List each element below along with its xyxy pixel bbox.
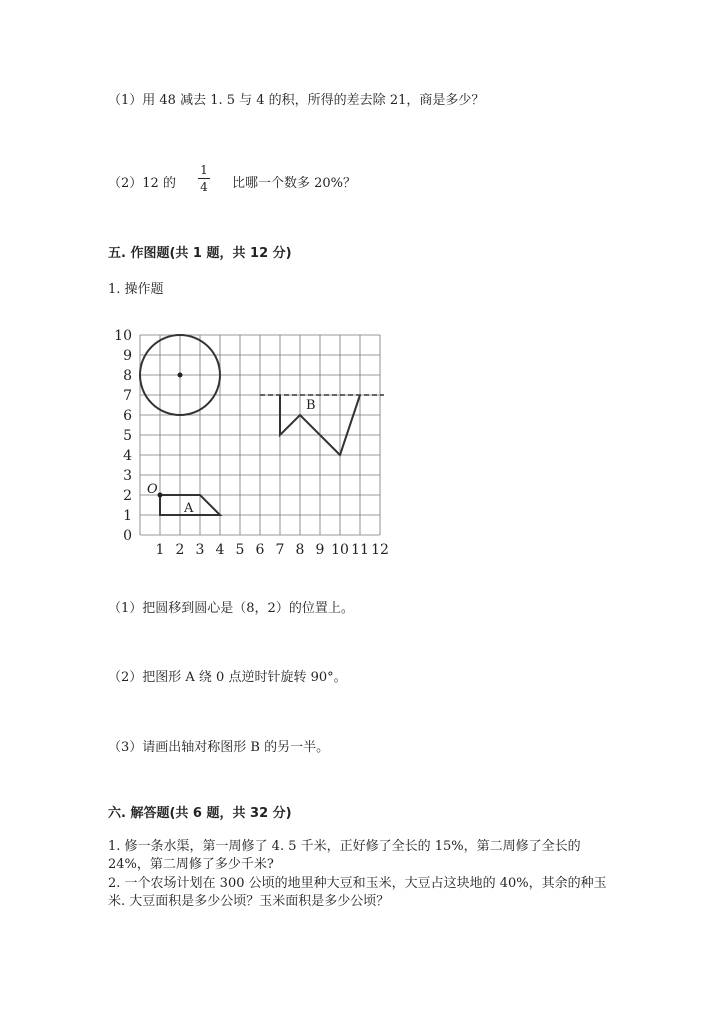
x-tick-label: 12	[371, 542, 389, 558]
y-tick-label: 2	[123, 488, 132, 504]
task-2: （2）把图形 A 绕 0 点逆时针旋转 90°。	[108, 670, 347, 685]
y-tick-labels	[114, 328, 132, 544]
fraction-one-quarter	[196, 163, 212, 194]
problem-1: 1. 修一条水渠，第一周修了 4. 5 千米，正好修了全长的 15%，第二周修了全长的 24%，第二周修了多少千米?	[108, 839, 581, 872]
x-tick-label: 7	[275, 542, 285, 558]
question-2-suffix: 比哪一个数多 20%？	[232, 176, 357, 191]
shape-b-label: B	[306, 398, 316, 413]
y-tick-label: 5	[123, 428, 132, 444]
question-1: （1）用 48 减去 1. 5 与 4 的积，所得的差去除 21，商是多少？	[108, 93, 485, 108]
circle-center-dot	[178, 373, 183, 378]
problem-2: 2. 一个农场计划在 300 公顷的地里种大豆和玉米，大豆占这块地的 40%，其余的种玉米. 大豆面积是多少公顷？玉米面积是多少公顷？	[108, 876, 607, 909]
y-tick-label: 8	[123, 368, 132, 384]
y-tick-label: 1	[123, 508, 132, 524]
x-tick-label: 1	[155, 542, 165, 558]
section-6-heading: 六. 解答题(共 6 题，共 32 分)	[108, 806, 292, 821]
x-tick-label: 6	[255, 542, 265, 558]
x-tick-label: 8	[295, 542, 305, 558]
x-tick-label: 9	[315, 542, 325, 558]
section-5-heading: 五. 作图题(共 1 题，共 12 分)	[108, 246, 292, 261]
grid-lines	[140, 335, 380, 535]
x-tick-label: 11	[351, 542, 369, 558]
task-1: （1）把圆移到圆心是（8，2）的位置上。	[108, 601, 354, 616]
origin-point	[158, 493, 163, 498]
y-tick-label: 9	[123, 348, 132, 364]
y-tick-label: 6	[123, 408, 132, 424]
y-tick-label: 0	[123, 528, 132, 544]
x-tick-label: 5	[235, 542, 245, 558]
coordinate-grid	[110, 325, 400, 560]
task-3: （3）请画出轴对称图形 B 的另一半。	[108, 740, 330, 755]
x-tick-labels	[156, 542, 389, 558]
y-tick-label: 7	[123, 388, 132, 404]
y-tick-label: 10	[114, 328, 132, 344]
fraction-denominator: 4	[200, 180, 208, 194]
x-tick-label: 4	[215, 542, 225, 558]
x-tick-label: 10	[331, 542, 349, 558]
x-tick-label: 3	[195, 542, 205, 558]
fraction-numerator: 1	[200, 163, 208, 177]
origin-label: O	[147, 482, 158, 497]
x-tick-label: 2	[175, 542, 185, 558]
shape-a-label: A	[184, 501, 194, 516]
section-5-subheading: 1. 操作题	[108, 282, 164, 297]
y-tick-label: 4	[123, 448, 132, 464]
question-2-prefix: （2）12 的	[108, 176, 176, 191]
y-tick-label: 3	[123, 468, 132, 484]
